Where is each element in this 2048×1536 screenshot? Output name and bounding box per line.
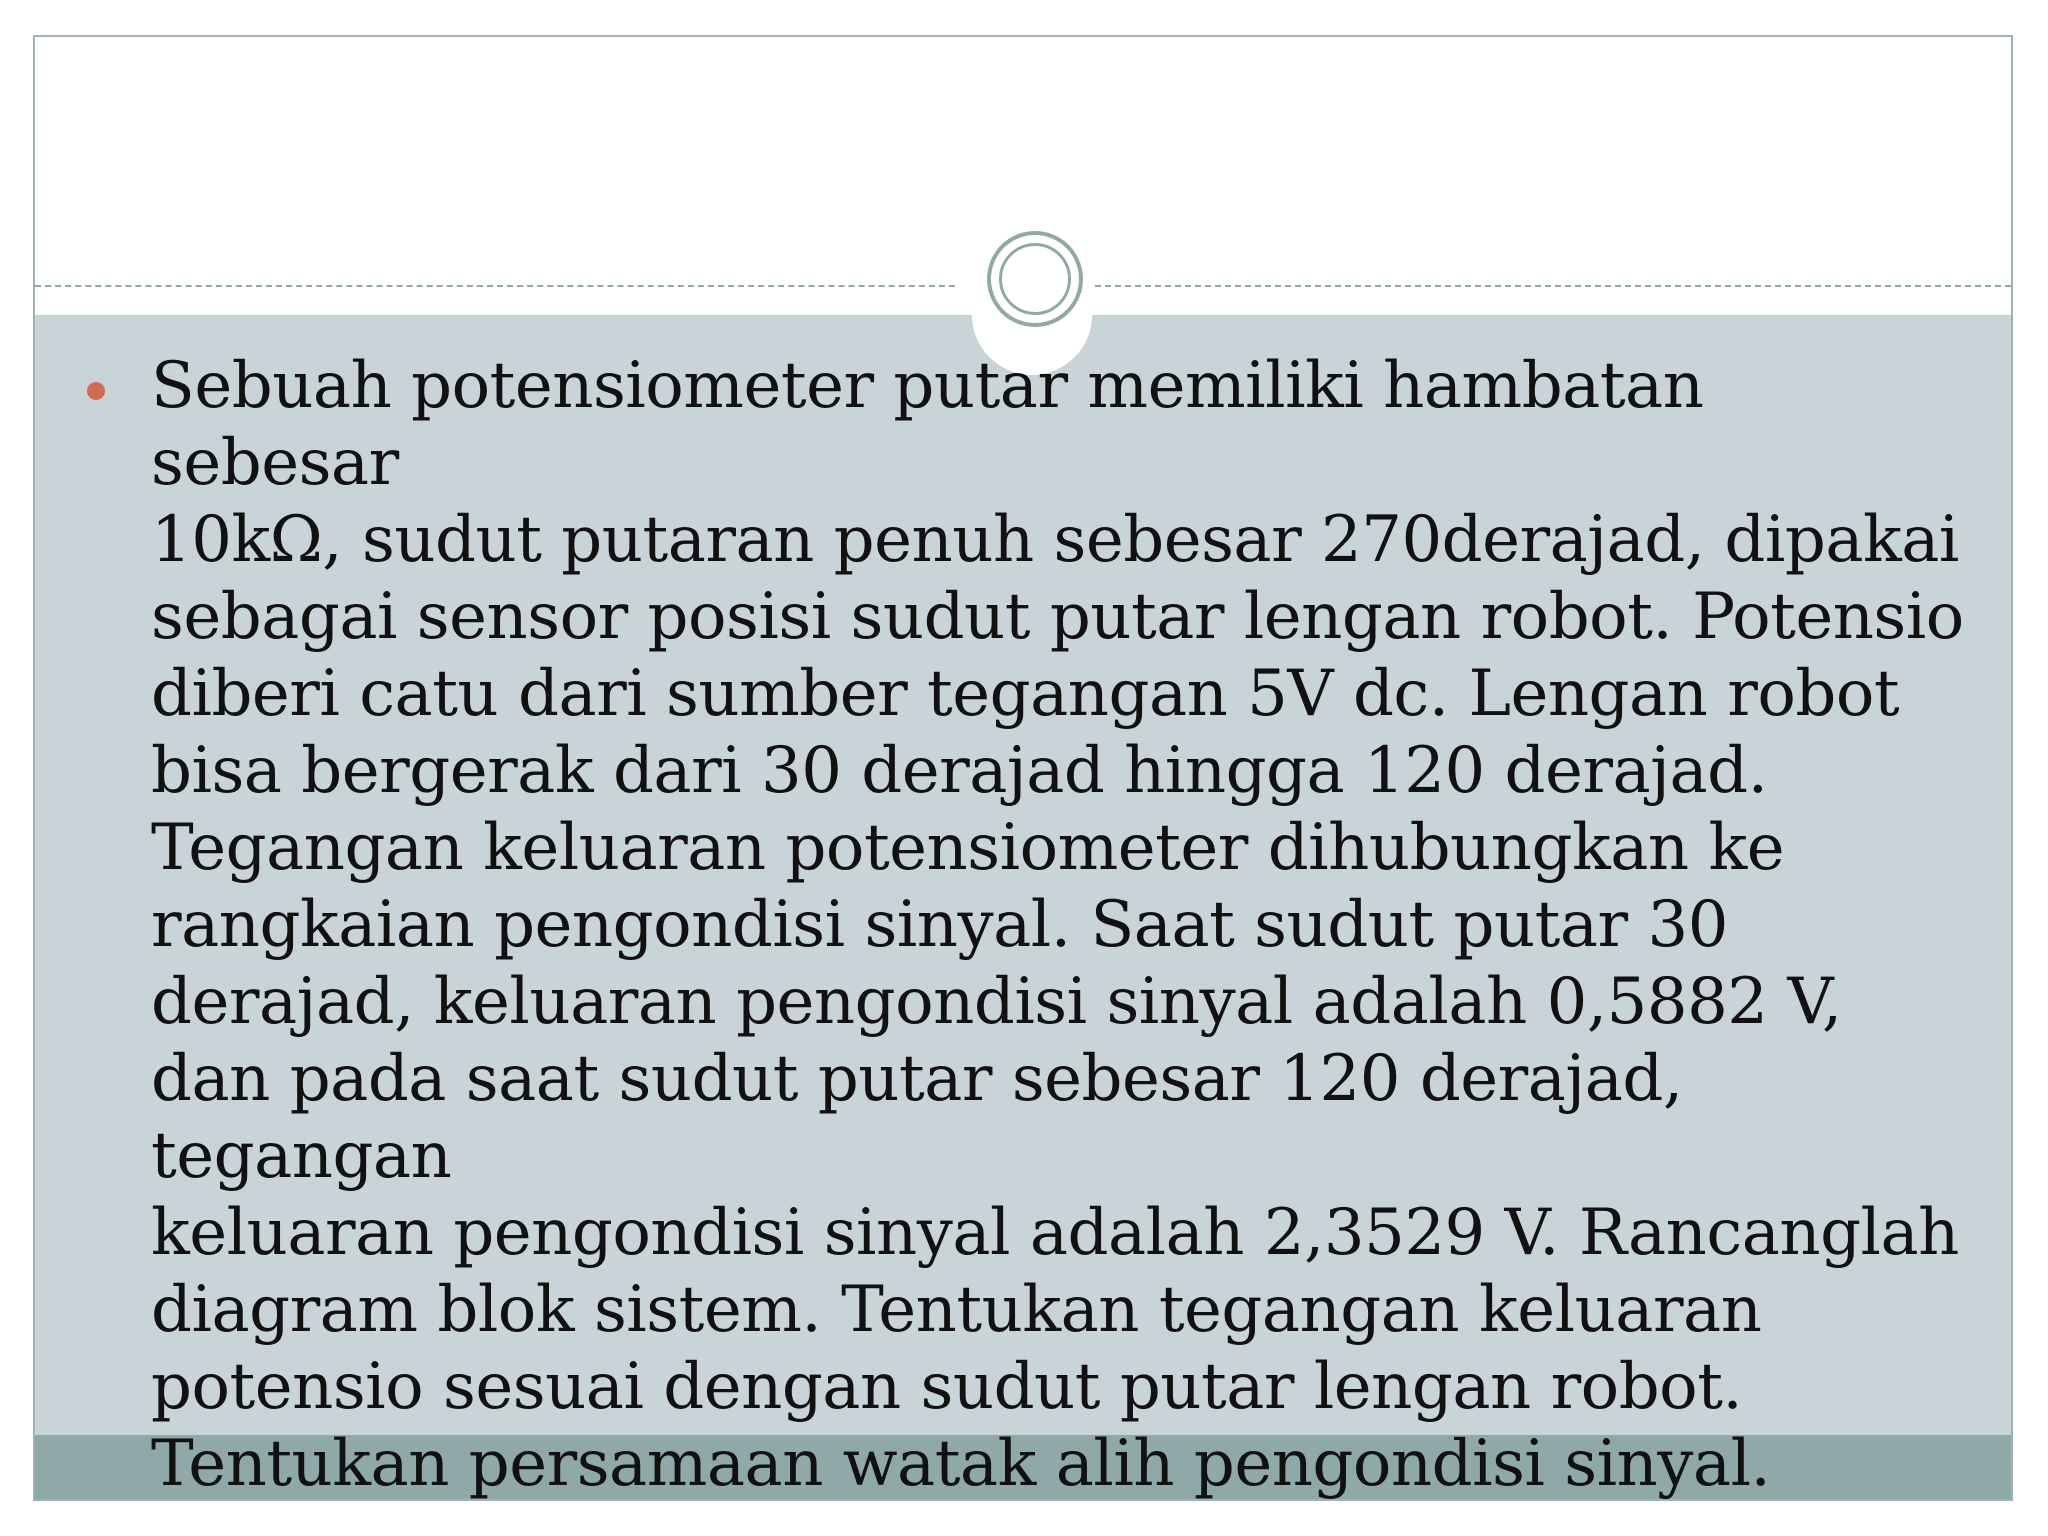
bullet-dot-icon [87,382,105,400]
bullet-item [85,348,1965,1503]
bullet-list [85,348,1965,1503]
divider-line-left [35,285,955,287]
double-ring-icon [987,231,1083,327]
bullet-text: Sebuah potensiometer putar memiliki hambatan sebesar 10kΩ, sudut putaran penuh sebesar 270derajad, dipakai sebagai sensor posisi sudut putar lengan robot. Potensio diberi catu dari sumber tegangan 5V dc. Lengan robot bisa bergerak dari 30 derajad hingga 120 derajad. Tegangan keluaran potensiometer dihubungkan ke rangkaian pengondisi sinyal. Saat sudut putar 30 derajad, keluaran pengondisi sinyal adalah 0,5882 V, dan pada saat sudut putar sebesar 120 derajad, tegangan keluaran pengondisi sinyal adalah 2,3529 V. Rancanglah diagram blok sistem. Tentukan tegangan keluaran potensio sesuai dengan sudut putar lengan robot. Tentukan persamaan watak alih pengondisi sinyal. [151,349,1964,1501]
divider-line-right [1095,285,2011,287]
inner-ring [999,243,1071,315]
